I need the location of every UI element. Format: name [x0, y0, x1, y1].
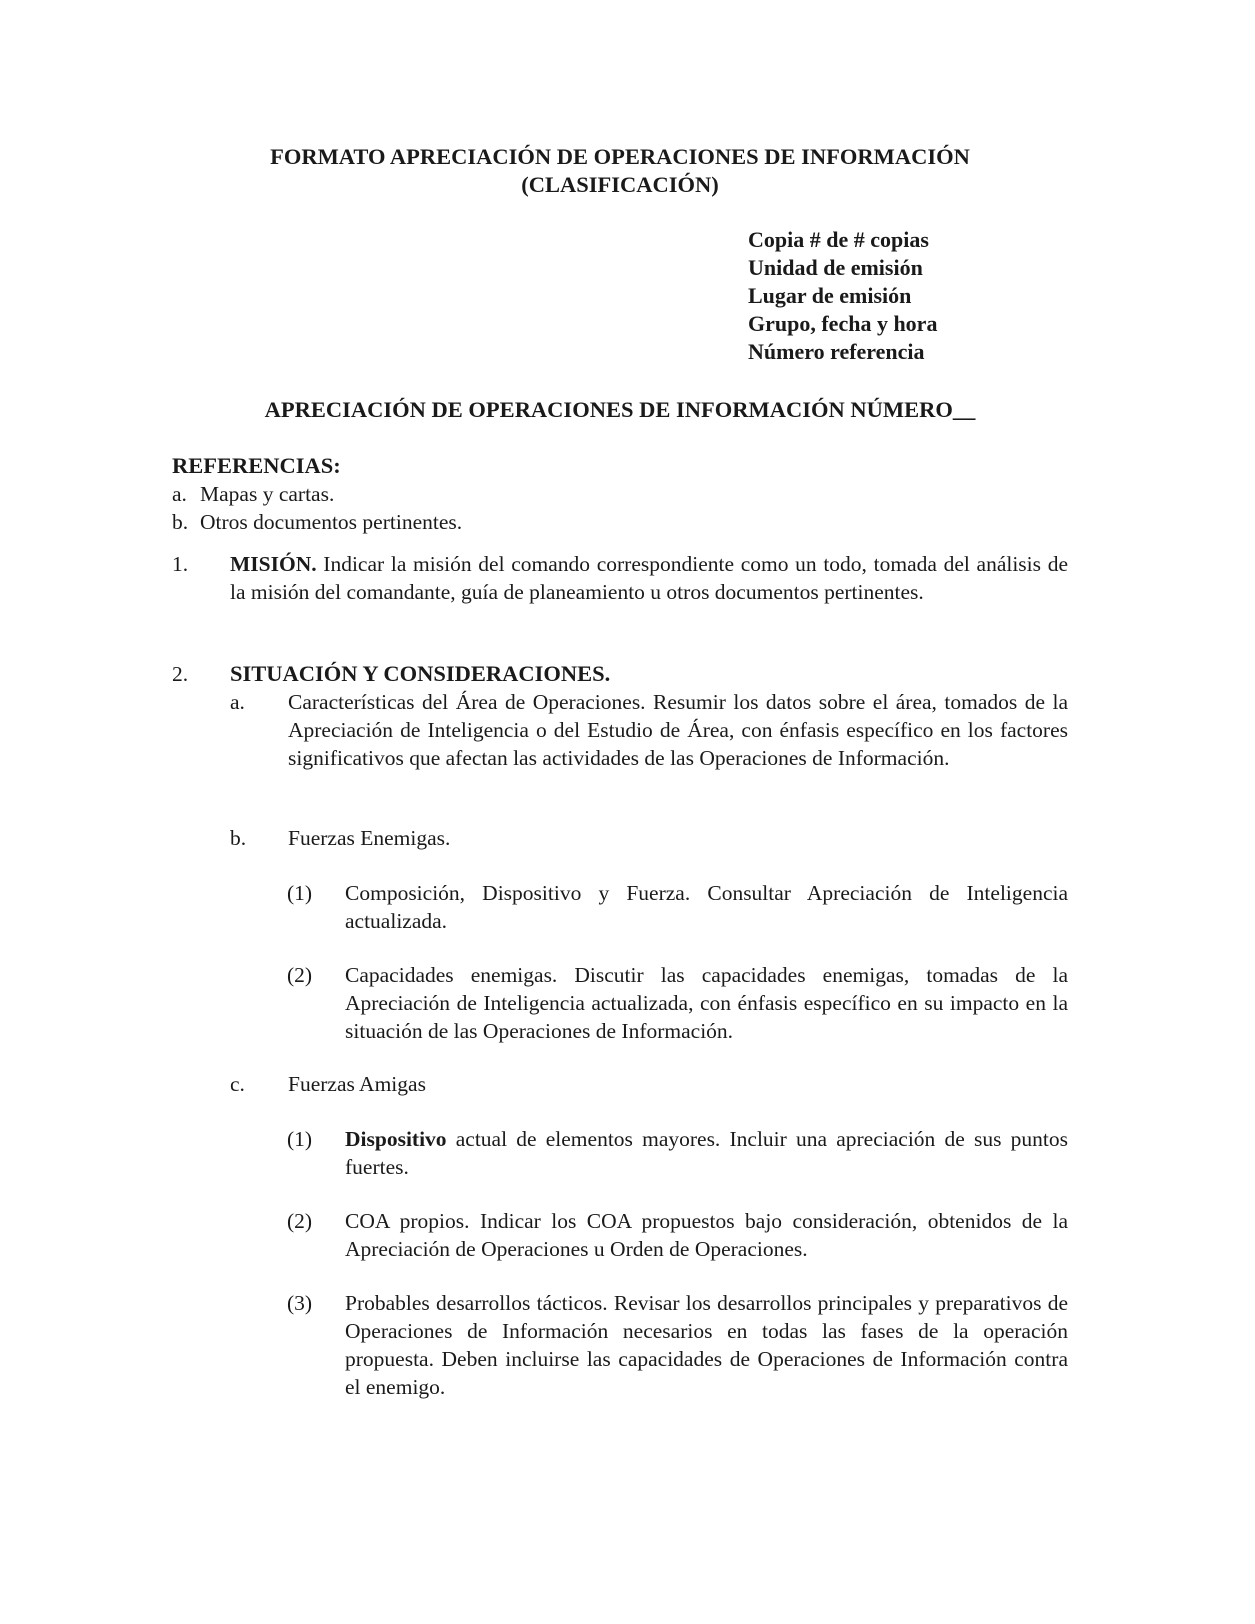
issuing-unit: Unidad de emisión: [748, 255, 923, 280]
issuing-place: Lugar de emisión: [748, 283, 912, 308]
document-title: FORMATO APRECIACIÓN DE OPERACIONES DE INFORMACIÓN: [270, 144, 970, 169]
subsection-letter: b.: [230, 826, 247, 850]
reference-letter: a.: [172, 482, 187, 506]
item-text: Composición, Dispositivo y Fuerza. Consultar Apreciación de Inteligencia actualizada.: [345, 881, 1068, 933]
reference-text: Otros documentos pertinentes.: [200, 510, 463, 534]
reference-text: Mapas y cartas.: [200, 482, 335, 506]
item-number: (1): [287, 1127, 313, 1151]
classification-label: (CLASIFICACIÓN): [521, 172, 719, 197]
item-number: (2): [287, 963, 313, 987]
section-text: Indicar la misión del comando correspondiente como un todo, tomada del análisis de la misión del comandante, guía de planeamiento u otros documentos pertinentes.: [230, 552, 1068, 604]
reference-letter: b.: [172, 510, 189, 534]
document-metadata-block: [748, 226, 937, 366]
subsection-letter: a.: [230, 690, 245, 714]
item-text: COA propios. Indicar los COA propuestos bajo consideración, obtenidos de la Apreciación de Operaciones u Orden de Operaciones.: [345, 1209, 1068, 1261]
section-title: MISIÓN.: [230, 552, 317, 576]
date-time-group: Grupo, fecha y hora: [748, 311, 938, 336]
reference-item: [172, 508, 462, 536]
item-text: [345, 1125, 1068, 1181]
subsection-letter: c.: [230, 1072, 245, 1096]
reference-item: [172, 480, 334, 508]
item-number: (3): [287, 1291, 313, 1315]
subsection-text: Fuerzas Enemigas.: [288, 826, 451, 850]
references-heading: REFERENCIAS:: [172, 453, 341, 478]
copy-number: Copia # de # copias: [748, 227, 929, 252]
section-title: SITUACIÓN Y CONSIDERACIONES.: [230, 661, 611, 686]
subsection-text: Características del Área de Operaciones. Resumir los datos sobre el área, tomados de la Apreciación de Inteligencia o del Estudio de Área, con énfasis específico en los factores significativos que afectan las actividades de las Operaciones de Información.: [288, 690, 1068, 770]
mission-paragraph: [230, 550, 1068, 606]
estimate-heading: APRECIACIÓN DE OPERACIONES DE INFORMACIÓN NÚMERO__: [264, 397, 976, 422]
section-number: 1.: [172, 552, 189, 576]
item-bold-lead: Dispositivo: [345, 1127, 447, 1151]
reference-number: Número referencia: [748, 339, 925, 364]
item-number: (2): [287, 1209, 313, 1233]
item-text: Probables desarrollos tácticos. Revisar los desarrollos principales y preparativos de Operaciones de Información necesarios en todas las fases de la operación propuesta. Deben incluirse las capacidades de Operaciones de Información contra el enemigo.: [345, 1291, 1068, 1399]
section-number: 2.: [172, 662, 189, 686]
item-text-rest: actual de elementos mayores. Incluir una apreciación de sus puntos fuertes.: [345, 1127, 1068, 1179]
item-number: (1): [287, 881, 313, 905]
item-text: Capacidades enemigas. Discutir las capacidades enemigas, tomadas de la Apreciación de Inteligencia actualizada, con énfasis específico en su impacto en la situación de las Operaciones de Información.: [345, 963, 1068, 1043]
subsection-text: Fuerzas Amigas: [288, 1072, 426, 1096]
